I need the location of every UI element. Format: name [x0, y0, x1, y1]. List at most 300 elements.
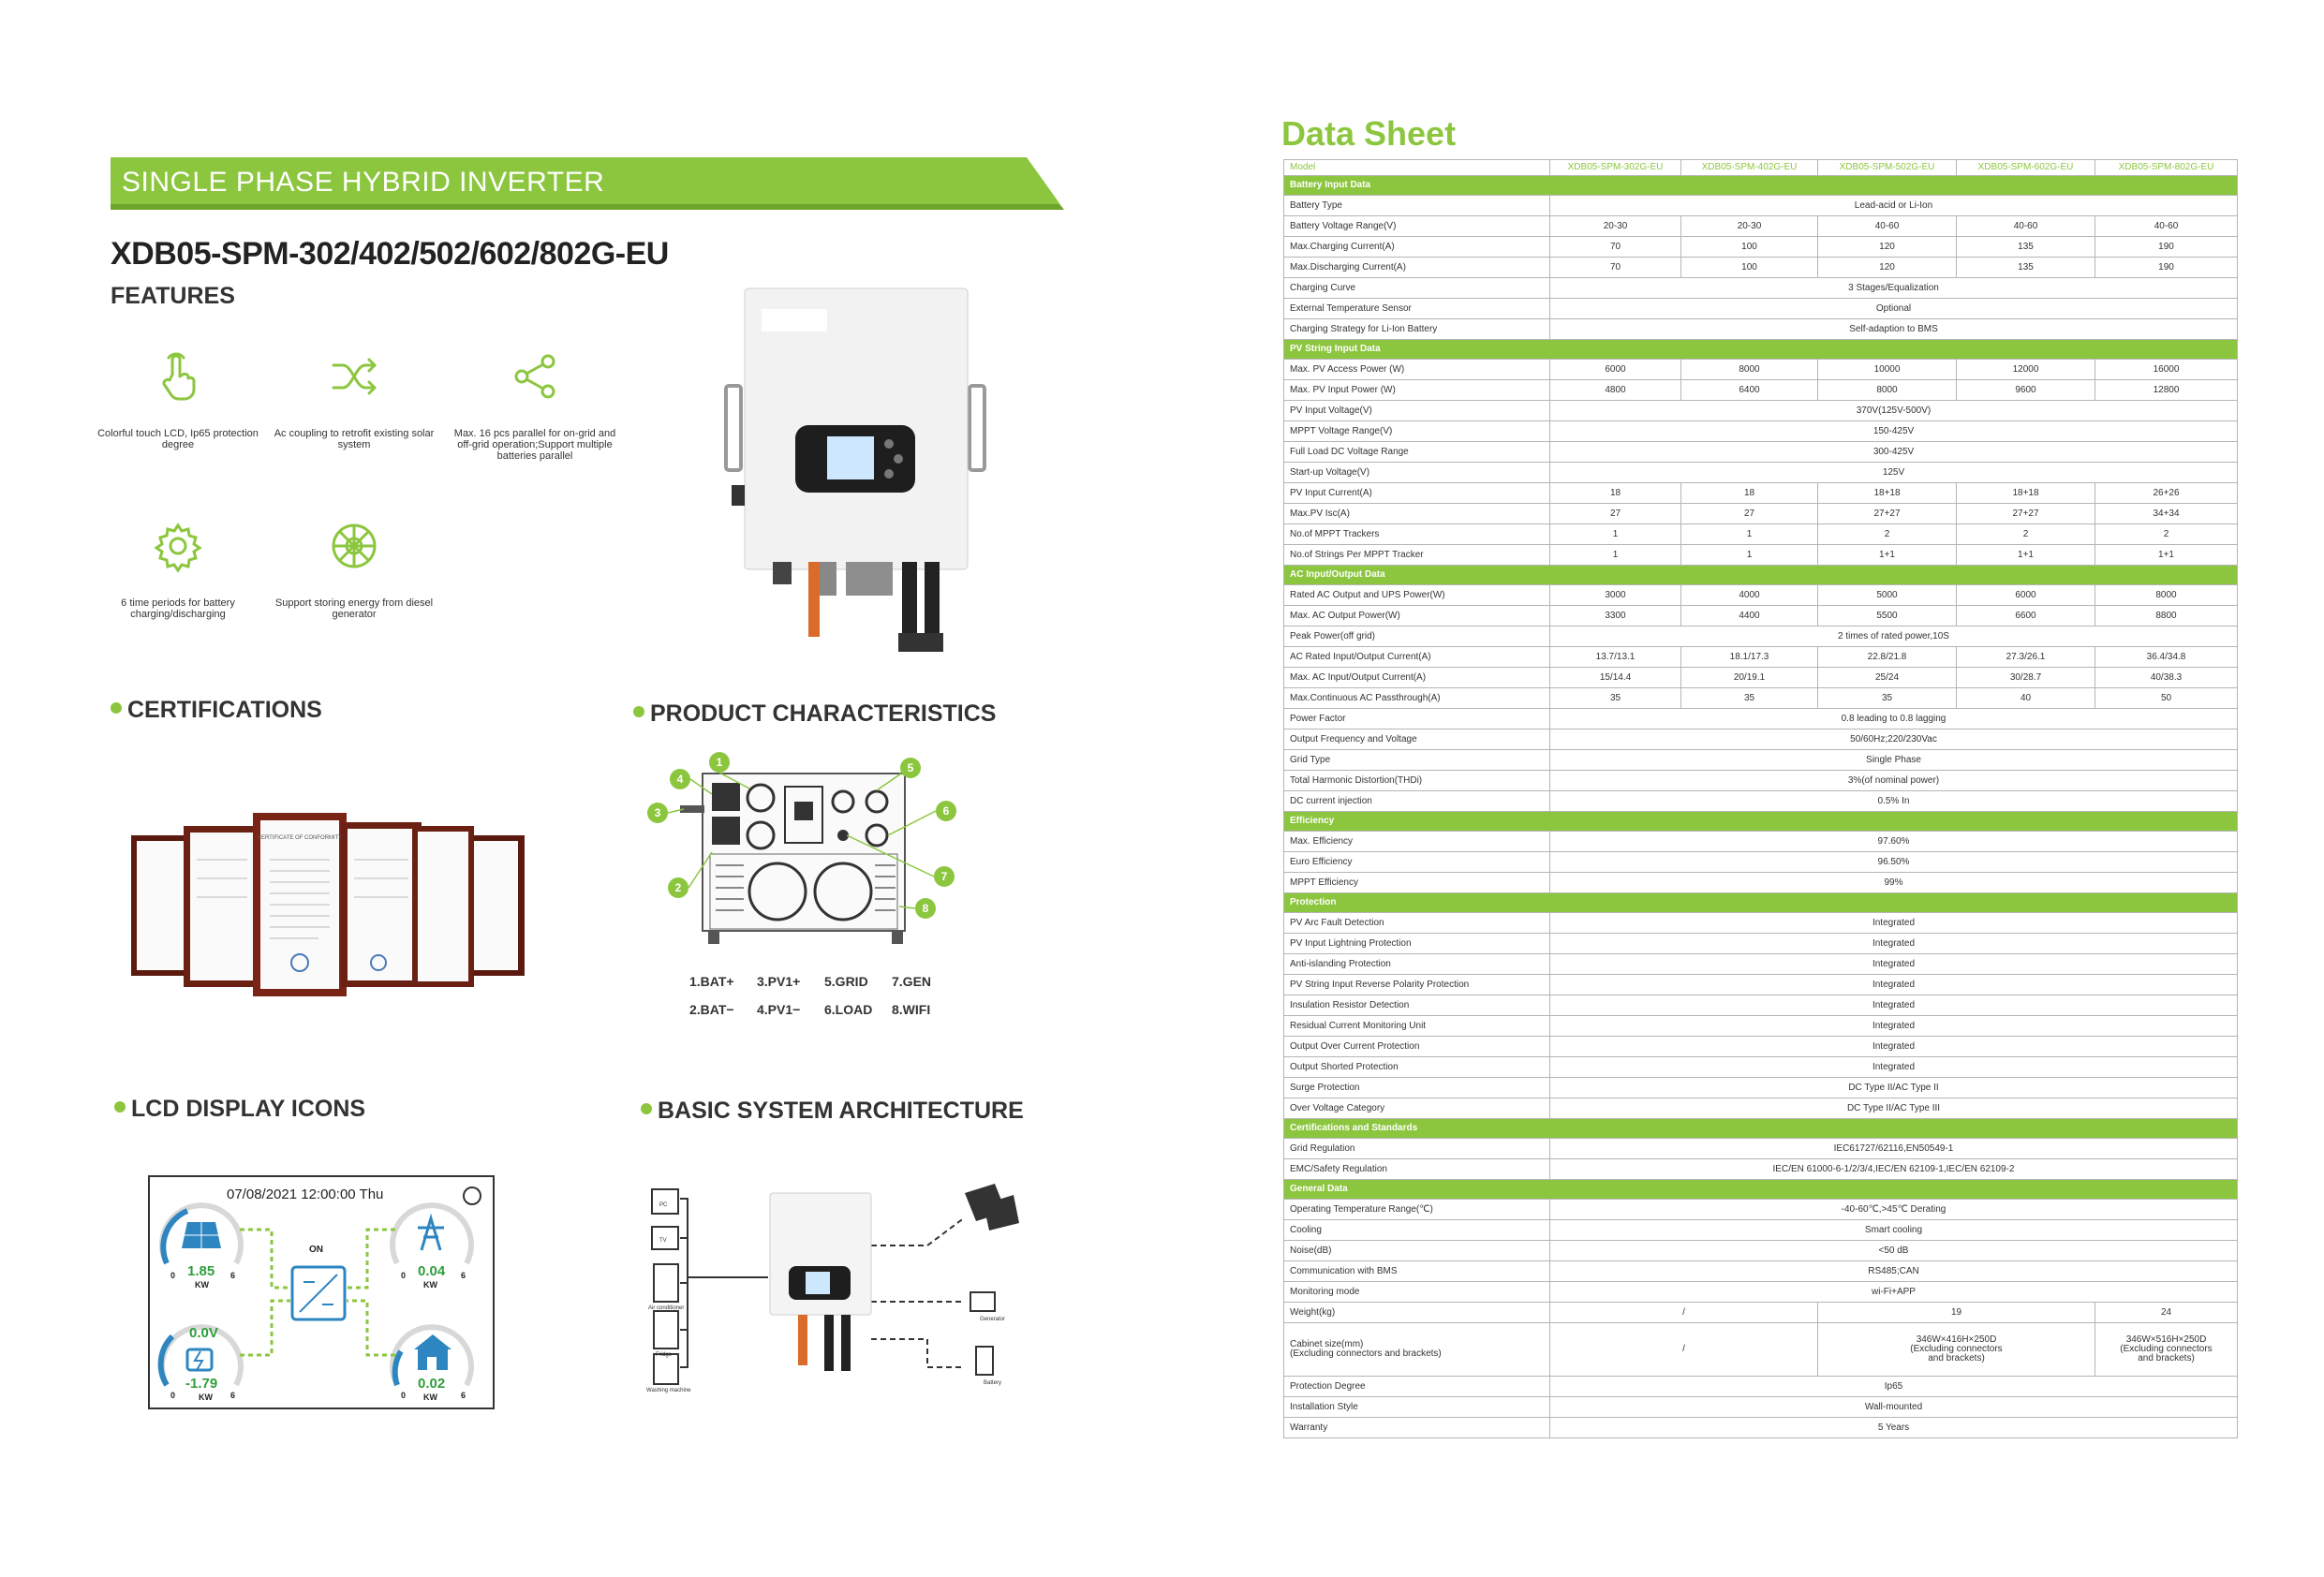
row-label: Power Factor: [1284, 709, 1550, 730]
section-title: General Data: [1284, 1180, 2238, 1200]
table-row: [1284, 545, 2238, 566]
row-value: 50/60Hz;220/230Vac: [1550, 730, 2238, 750]
feature-item: [89, 518, 267, 620]
row-value: 346W×416H×250D (Excluding connectors and brackets): [1818, 1323, 2095, 1377]
row-value: IEC61727/62116,EN50549-1: [1550, 1139, 2238, 1159]
row-value: 27: [1681, 504, 1818, 524]
row-label: Weight(kg): [1284, 1303, 1550, 1323]
table-row: [1284, 1261, 2238, 1282]
battery-icon: [187, 1349, 212, 1370]
scale-max: 6: [230, 1391, 236, 1400]
scale-min: 0: [170, 1271, 176, 1280]
generator-icon: [326, 518, 382, 574]
scale-max: 6: [461, 1391, 466, 1400]
share-icon: [507, 348, 563, 405]
port-legend-item: 5.GRID: [824, 974, 868, 989]
port-legend-item: 7.GEN: [892, 974, 932, 989]
banner-title: SINGLE PHASE HYBRID INVERTER: [122, 167, 605, 198]
battery-icon: [976, 1347, 993, 1375]
table-row: [1284, 668, 2238, 688]
table-row: [1284, 1220, 2238, 1241]
washing-machine-icon: [654, 1354, 678, 1384]
row-label: EMC/Safety Regulation: [1284, 1159, 1550, 1180]
table-row: [1284, 730, 2238, 750]
row-value: 3000: [1550, 585, 1681, 606]
table-row: [1284, 1016, 2238, 1037]
row-value: 6000: [1957, 585, 2095, 606]
table-row: [1284, 401, 2238, 421]
row-value: 4000: [1681, 585, 1818, 606]
port-number: 8: [922, 902, 929, 915]
row-value: 190: [2095, 237, 2238, 258]
bullet-icon: [111, 702, 122, 714]
row-value: 10000: [1818, 360, 1957, 380]
row-value: 40: [1957, 688, 2095, 709]
cert-heading: CERTIFICATE OF CONFORMITY: [257, 835, 343, 841]
feature-item: [89, 348, 267, 450]
row-value: <50 dB: [1550, 1241, 2238, 1261]
row-label: Installation Style: [1284, 1397, 1550, 1418]
table-header-row: [1284, 160, 2238, 176]
model-header: XDB05-SPM-302G-EU: [1550, 160, 1681, 176]
pv-power-value: 1.85: [187, 1263, 215, 1279]
row-label: Residual Current Monitoring Unit: [1284, 1016, 1550, 1037]
row-value: 26+26: [2095, 483, 2238, 504]
table-row: [1284, 258, 2238, 278]
row-label: Noise(dB): [1284, 1241, 1550, 1261]
datasheet-table: [1283, 159, 2238, 1438]
grid-power-value: 0.04: [418, 1263, 446, 1279]
table-row: [1284, 791, 2238, 812]
section-row: [1284, 1180, 2238, 1200]
row-value: 15/14.4: [1550, 668, 1681, 688]
table-row: [1284, 216, 2238, 237]
row-value: 1: [1681, 545, 1818, 566]
row-label: External Temperature Sensor: [1284, 299, 1550, 319]
row-value: Wall-mounted: [1550, 1397, 2238, 1418]
section-title: Efficiency: [1284, 812, 2238, 832]
feature-text: 6 time periods for battery charging/discharging: [121, 597, 235, 620]
row-value: 40/38.3: [2095, 668, 2238, 688]
house-icon: [414, 1334, 451, 1370]
row-value: Self-adaption to BMS: [1550, 319, 2238, 340]
row-value: Integrated: [1550, 1016, 2238, 1037]
section-title: Protection: [1284, 893, 2238, 913]
model-title: XDB05-SPM-302/402/502/602/802G-EU: [111, 236, 669, 272]
port-legend-item: 3.PV1+: [757, 974, 801, 989]
row-value: 4400: [1681, 606, 1818, 626]
row-value: 190: [2095, 258, 2238, 278]
table-row: [1284, 237, 2238, 258]
row-value: 125V: [1550, 463, 2238, 483]
row-value: 19: [1818, 1303, 2095, 1323]
section-row: [1284, 812, 2238, 832]
feature-item: [265, 348, 443, 450]
row-value: 70: [1550, 258, 1681, 278]
pc-icon: [652, 1189, 678, 1214]
row-value: 18: [1550, 483, 1681, 504]
lcd-datetime: 07/08/2021 12:00:00 Thu: [227, 1186, 384, 1202]
table-row: [1284, 1303, 2238, 1323]
row-value: 3 Stages/Equalization: [1550, 278, 2238, 299]
table-row: [1284, 1418, 2238, 1438]
row-label: Protection Degree: [1284, 1377, 1550, 1397]
row-label: Insulation Resistor Detection: [1284, 995, 1550, 1016]
certificates-image: [131, 813, 534, 996]
table-row: [1284, 585, 2238, 606]
bullet-icon: [641, 1103, 652, 1114]
row-value: 4800: [1550, 380, 1681, 401]
row-value: Integrated: [1550, 975, 2238, 995]
row-value: 6000: [1550, 360, 1681, 380]
table-row: [1284, 709, 2238, 730]
table-row: [1284, 380, 2238, 401]
row-label: Monitoring mode: [1284, 1282, 1550, 1303]
row-value: 2: [1818, 524, 1957, 545]
table-row: [1284, 1397, 2238, 1418]
table-row: [1284, 196, 2238, 216]
battery-unit: KW: [199, 1393, 213, 1402]
table-row: [1284, 483, 2238, 504]
table-row: [1284, 1098, 2238, 1119]
row-value: 24: [2095, 1303, 2238, 1323]
row-value: 40-60: [1818, 216, 1957, 237]
arch-label: Fridge: [656, 1352, 673, 1358]
row-value: 35: [1818, 688, 1957, 709]
row-value: 1+1: [1957, 545, 2095, 566]
product-characteristics-title: PRODUCT CHARACTERISTICS: [633, 700, 996, 728]
certifications-title: CERTIFICATIONS: [111, 697, 322, 724]
scale-min: 0: [170, 1391, 176, 1400]
table-row: [1284, 319, 2238, 340]
row-value: 20/19.1: [1681, 668, 1818, 688]
row-value: /: [1550, 1323, 1818, 1377]
row-label: Max. PV Input Power (W): [1284, 380, 1550, 401]
row-value: 0.5% In: [1550, 791, 2238, 812]
row-value: 2 times of rated power,10S: [1550, 626, 2238, 647]
row-value: 9600: [1957, 380, 2095, 401]
row-value: Smart cooling: [1550, 1220, 2238, 1241]
air-conditioner-icon: [654, 1264, 678, 1302]
row-value: 2: [1957, 524, 2095, 545]
table-row: [1284, 421, 2238, 442]
feature-text: Support storing energy from diesel generator: [274, 597, 434, 620]
table-row: [1284, 852, 2238, 873]
row-label: PV Input Current(A): [1284, 483, 1550, 504]
table-row: [1284, 1078, 2238, 1098]
row-label: Over Voltage Category: [1284, 1098, 1550, 1119]
table-row: [1284, 832, 2238, 852]
row-value: 35: [1681, 688, 1818, 709]
lcd-on-label: ON: [309, 1245, 323, 1255]
feature-text: Colorful touch LCD, Ip65 protection degree: [97, 428, 259, 450]
row-value: Single Phase: [1550, 750, 2238, 771]
row-label: Charging Strategy for Li-Ion Battery: [1284, 319, 1550, 340]
row-value: Integrated: [1550, 954, 2238, 975]
row-value: Integrated: [1550, 995, 2238, 1016]
table-row: [1284, 1200, 2238, 1220]
table-row: [1284, 278, 2238, 299]
row-value: Integrated: [1550, 913, 2238, 934]
pv-unit: KW: [195, 1280, 209, 1290]
arch-label: Air conditioner: [648, 1305, 685, 1311]
port-number: 4: [676, 773, 684, 786]
row-value: 1: [1550, 545, 1681, 566]
row-label: PV Arc Fault Detection: [1284, 913, 1550, 934]
row-label: Surge Protection: [1284, 1078, 1550, 1098]
row-label: Battery Voltage Range(V): [1284, 216, 1550, 237]
row-label: Communication with BMS: [1284, 1261, 1550, 1282]
port-number: 6: [942, 804, 950, 818]
row-label: Peak Power(off grid): [1284, 626, 1550, 647]
row-label: PV Input Lightning Protection: [1284, 934, 1550, 954]
row-label: Max.Continuous AC Passthrough(A): [1284, 688, 1550, 709]
table-row: [1284, 299, 2238, 319]
table-row: [1284, 524, 2238, 545]
load-unit: KW: [423, 1393, 437, 1402]
row-value: 300-425V: [1550, 442, 2238, 463]
fridge-icon: [654, 1311, 678, 1349]
table-row: [1284, 1377, 2238, 1397]
row-value: Optional: [1550, 299, 2238, 319]
row-value: /: [1550, 1303, 1818, 1323]
port-legend-item: 6.LOAD: [824, 1002, 873, 1017]
row-label: Operating Temperature Range(℃): [1284, 1200, 1550, 1220]
row-label: Warranty: [1284, 1418, 1550, 1438]
row-value: 1: [1550, 524, 1681, 545]
row-value: 1: [1681, 524, 1818, 545]
row-value: 12800: [2095, 380, 2238, 401]
table-row: [1284, 1323, 2238, 1377]
port-legend-item: 8.WIFI: [892, 1002, 931, 1017]
table-row: [1284, 1139, 2238, 1159]
row-label: Max. AC Output Power(W): [1284, 606, 1550, 626]
row-value: wi-Fi+APP: [1550, 1282, 2238, 1303]
row-value: 3%(of nominal power): [1550, 771, 2238, 791]
row-label: Max.Charging Current(A): [1284, 237, 1550, 258]
row-value: 34+34: [2095, 504, 2238, 524]
row-value: 27+27: [1818, 504, 1957, 524]
row-value: 18: [1681, 483, 1818, 504]
row-value: 12000: [1957, 360, 2095, 380]
row-value: 13.7/13.1: [1550, 647, 1681, 668]
battery-voltage-value: 0.0V: [189, 1325, 218, 1341]
row-value: 36.4/34.8: [2095, 647, 2238, 668]
table-row: [1284, 626, 2238, 647]
table-row: [1284, 360, 2238, 380]
row-value: 8000: [1818, 380, 1957, 401]
section-title: Certifications and Standards: [1284, 1119, 2238, 1139]
port-legend-row-2: [689, 1002, 959, 1017]
arch-label: Battery: [984, 1380, 1002, 1386]
row-value: -40-60℃,>45℃ Derating: [1550, 1200, 2238, 1220]
table-row: [1284, 934, 2238, 954]
row-value: 2: [2095, 524, 2238, 545]
arch-label: TV: [659, 1238, 667, 1244]
row-value: 20-30: [1681, 216, 1818, 237]
datasheet-title: Data Sheet: [1281, 114, 1457, 153]
grid-unit: KW: [423, 1280, 437, 1290]
row-value: Integrated: [1550, 1037, 2238, 1057]
row-label: Anti-islanding Protection: [1284, 954, 1550, 975]
row-label: Max. PV Access Power (W): [1284, 360, 1550, 380]
row-value: DC Type II/AC Type III: [1550, 1098, 2238, 1119]
table-row: [1284, 771, 2238, 791]
row-value: 346W×516H×250D (Excluding connectors and brackets): [2095, 1323, 2238, 1377]
load-power-value: 0.02: [418, 1376, 446, 1392]
header-label: Model: [1284, 160, 1550, 176]
lcd-graphics: [150, 1177, 493, 1408]
port-legend-row-1: [689, 974, 959, 989]
row-value: 40-60: [2095, 216, 2238, 237]
row-label: Charging Curve: [1284, 278, 1550, 299]
section-title: PV String Input Data: [1284, 340, 2238, 360]
port-diagram: [646, 749, 974, 955]
row-value: 8000: [2095, 585, 2238, 606]
lcd-screen: [148, 1175, 495, 1409]
row-value: 25/24: [1818, 668, 1957, 688]
settings-icon: [464, 1187, 481, 1204]
row-label: PV String Input Reverse Polarity Protection: [1284, 975, 1550, 995]
feature-text: Max. 16 pcs parallel for on-grid and off-grid operation;Support multiple batteries parallel: [453, 428, 616, 462]
row-label: No.of Strings Per MPPT Tracker: [1284, 545, 1550, 566]
row-label: PV Input Voltage(V): [1284, 401, 1550, 421]
row-value: 18+18: [1957, 483, 2095, 504]
row-label: Grid Type: [1284, 750, 1550, 771]
section-row: [1284, 566, 2238, 585]
basic-system-architecture-title: BASIC SYSTEM ARCHITECTURE: [641, 1098, 1024, 1125]
arch-label: PC: [659, 1202, 668, 1208]
section-row: [1284, 340, 2238, 360]
table-row: [1284, 647, 2238, 668]
table-row: [1284, 954, 2238, 975]
row-value: 5500: [1818, 606, 1957, 626]
row-label: Start-up Voltage(V): [1284, 463, 1550, 483]
row-value: 27.3/26.1: [1957, 647, 2095, 668]
row-label: Output Shorted Protection: [1284, 1057, 1550, 1078]
bullet-icon: [114, 1101, 126, 1113]
table-row: [1284, 1037, 2238, 1057]
row-value: 96.50%: [1550, 852, 2238, 873]
row-label: Battery Type: [1284, 196, 1550, 216]
section-title: AC Input/Output Data: [1284, 566, 2238, 585]
row-value: 5000: [1818, 585, 1957, 606]
row-value: Ip65: [1550, 1377, 2238, 1397]
section-row: [1284, 893, 2238, 913]
row-value: 1+1: [2095, 545, 2238, 566]
model-header: XDB05-SPM-502G-EU: [1818, 160, 1957, 176]
row-label: Output Frequency and Voltage: [1284, 730, 1550, 750]
port-number: 3: [654, 806, 661, 819]
row-value: 120: [1818, 258, 1957, 278]
row-value: 370V(125V-500V): [1550, 401, 2238, 421]
row-value: 8800: [2095, 606, 2238, 626]
product-banner: [111, 157, 1064, 210]
row-value: 20-30: [1550, 216, 1681, 237]
model-header: XDB05-SPM-602G-EU: [1957, 160, 2095, 176]
row-value: 35: [1550, 688, 1681, 709]
row-label: AC Rated Input/Output Current(A): [1284, 647, 1550, 668]
section-row: [1284, 176, 2238, 196]
feature-item: [446, 348, 624, 462]
row-value: 22.8/21.8: [1818, 647, 1957, 668]
row-value: 135: [1957, 237, 2095, 258]
lcd-display-icons-title: LCD DISPLAY ICONS: [114, 1096, 365, 1123]
row-value: 18.1/17.3: [1681, 647, 1818, 668]
row-value: 3300: [1550, 606, 1681, 626]
table-row: [1284, 688, 2238, 709]
shuffle-icon: [326, 348, 382, 405]
scale-max: 6: [230, 1271, 236, 1280]
row-label: DC current injection: [1284, 791, 1550, 812]
row-label: Cooling: [1284, 1220, 1550, 1241]
table-row: [1284, 873, 2238, 893]
table-row: [1284, 442, 2238, 463]
row-value: 135: [1957, 258, 2095, 278]
arch-label: Washing machine: [646, 1388, 691, 1393]
row-value: 6400: [1681, 380, 1818, 401]
row-value: 40-60: [1957, 216, 2095, 237]
table-row: [1284, 975, 2238, 995]
row-value: 100: [1681, 237, 1818, 258]
row-value: 6600: [1957, 606, 2095, 626]
row-value: 150-425V: [1550, 421, 2238, 442]
table-row: [1284, 463, 2238, 483]
port-number: 7: [940, 870, 948, 883]
table-row: [1284, 606, 2238, 626]
section-row: [1284, 1119, 2238, 1139]
row-label: Grid Regulation: [1284, 1139, 1550, 1159]
port-number: 2: [674, 881, 682, 894]
row-value: Integrated: [1550, 934, 2238, 954]
port-number: 1: [716, 756, 723, 769]
port-legend-item: 1.BAT+: [689, 974, 734, 989]
row-label: Output Over Current Protection: [1284, 1037, 1550, 1057]
table-row: [1284, 913, 2238, 934]
touch-icon: [150, 348, 206, 405]
feature-item: [265, 518, 443, 620]
row-value: 27+27: [1957, 504, 2095, 524]
row-label: MPPT Voltage Range(V): [1284, 421, 1550, 442]
scale-max: 6: [461, 1271, 466, 1280]
row-value: 1+1: [1818, 545, 1957, 566]
row-label: Max.Discharging Current(A): [1284, 258, 1550, 278]
solar-panel-icon: [182, 1222, 221, 1248]
port-number: 5: [907, 761, 914, 774]
row-value: Integrated: [1550, 1057, 2238, 1078]
scale-min: 0: [401, 1391, 407, 1400]
row-value: 8000: [1681, 360, 1818, 380]
section-title: Battery Input Data: [1284, 176, 2238, 196]
row-label: Cabinet size(mm) (Excluding connectors and brackets): [1284, 1323, 1550, 1377]
row-value: IEC/EN 61000-6-1/2/3/4,IEC/EN 62109-1,IEC/EN 62109-2: [1550, 1159, 2238, 1180]
row-value: 100: [1681, 258, 1818, 278]
port-legend-item: 4.PV1−: [757, 1002, 801, 1017]
generator-icon: [970, 1292, 995, 1311]
row-value: 5 Years: [1550, 1418, 2238, 1438]
row-label: MPPT Efficiency: [1284, 873, 1550, 893]
gear-icon: [150, 518, 206, 574]
model-header: XDB05-SPM-802G-EU: [2095, 160, 2238, 176]
feature-text: Ac coupling to retrofit existing solar system: [274, 428, 435, 450]
row-value: 18+18: [1818, 483, 1957, 504]
row-value: 120: [1818, 237, 1957, 258]
inverter-icon: [292, 1267, 345, 1319]
row-value: 16000: [2095, 360, 2238, 380]
port-legend-item: 2.BAT−: [689, 1002, 734, 1017]
row-value: 30/28.7: [1957, 668, 2095, 688]
row-label: Max. Efficiency: [1284, 832, 1550, 852]
